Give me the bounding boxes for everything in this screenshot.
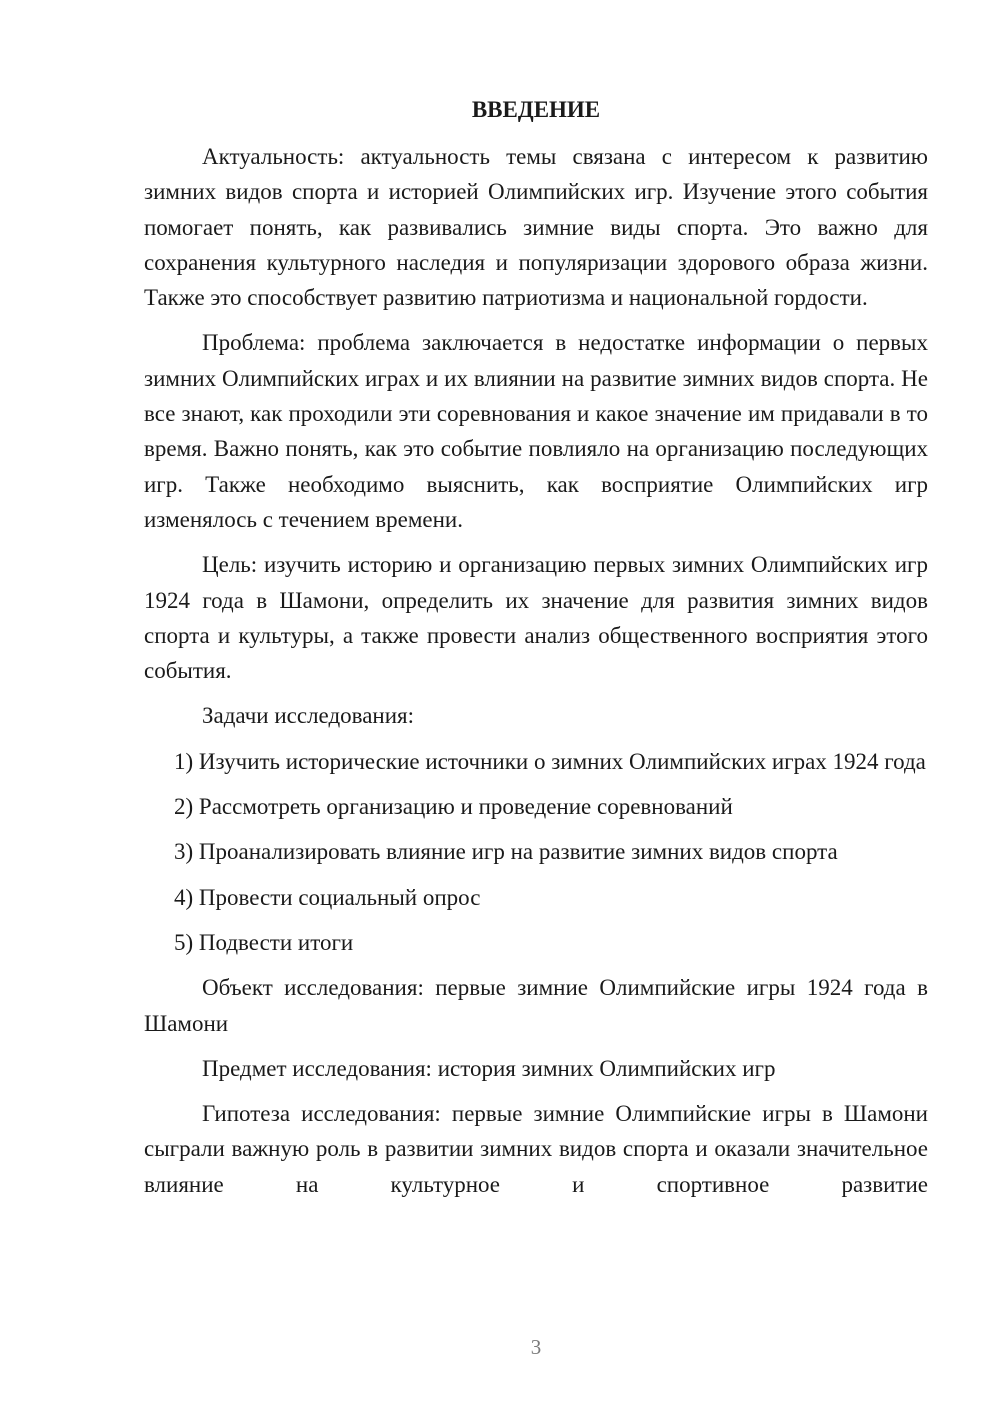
goal-paragraph: Цель: изучить историю и организацию первых зимних Олимпийских игр 1924 года в Шамони, определить их значение для развития зимних видов спорта и культуры, а также провести анализ общественного восприятия этого события. (144, 552, 928, 684)
problem-paragraph: Проблема: проблема заключается в недостатке информации о первых зимних Олимпийских играх и их влиянии на развитие зимних видов спорта. Не все знают, как проходили эти соревнования и какое значение им придавали в то время. Важно понять, как это событие повлияло на организацию последующих игр. Также необходимо выяснить, как восприятие Олимпийских игр изменялось с течением времени. (144, 330, 928, 532)
page-title: ВВЕДЕНИЕ (471, 97, 601, 122)
list-item: 2) Рассмотреть организацию и проведение соревнований (174, 794, 733, 820)
object-paragraph: Объект исследования: первые зимние Олимпийские игры 1924 года в Шамони (144, 975, 928, 1036)
relevance-paragraph: Актуальность: актуальность темы связана с интересом к развитию зимних видов спорта и историей Олимпийских игр. Изучение этого события помогает понять, как развивались зимние виды спорта. Это важно для сохранения культурного наследия и популяризации здорового образа жизни. Также это способствует развитию патриотизма и национальной гордости. (144, 144, 928, 311)
list-item: 1) Изучить исторические источники о зимних Олимпийских играх 1924 года (174, 748, 926, 774)
list-item: 3) Проанализировать влияние игр на развитие зимних видов спорта (174, 839, 838, 865)
page-content (144, 92, 928, 1212)
hypothesis-paragraph: Гипотеза исследования: первые зимние Олимпийские игры в Шамони сыграли важную роль в развитии зимних видов спорта и оказали значительное влияние на культурное и спортивное развитие (144, 1101, 928, 1197)
tasks-list (144, 744, 928, 960)
subject-paragraph: Предмет исследования: история зимних Олимпийских игр (202, 1055, 776, 1081)
list-item: 5) Подвести итоги (174, 929, 354, 955)
list-item: 4) Провести социальный опрос (174, 884, 481, 910)
page-number: 3 (530, 1335, 542, 1359)
tasks-heading: Задачи исследования: (202, 703, 415, 729)
